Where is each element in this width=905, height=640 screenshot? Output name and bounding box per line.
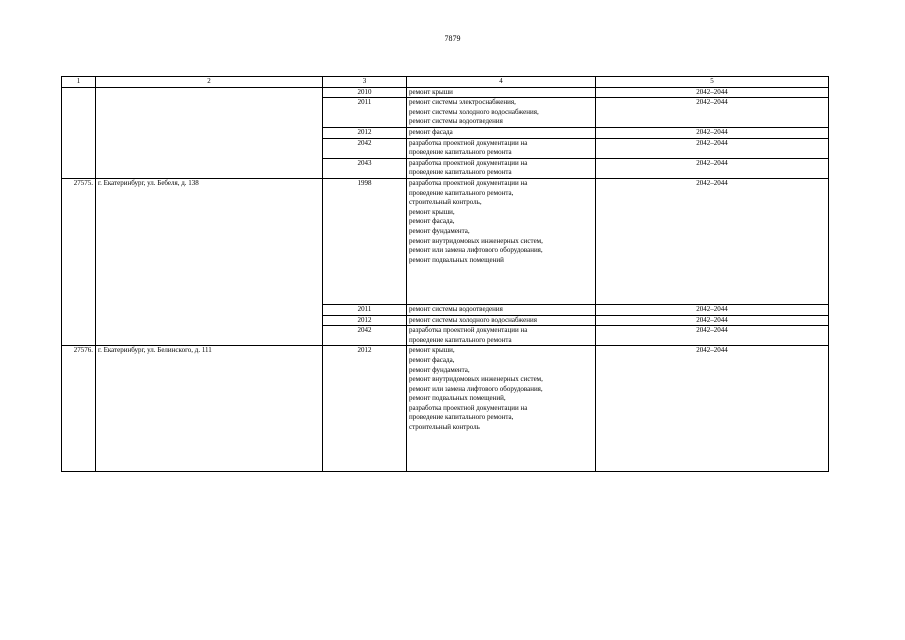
table-header-row <box>62 77 829 88</box>
work-item: разработка проектной документации на <box>409 138 528 147</box>
planned-period: 2042–2044 <box>596 138 829 158</box>
work-item: проведение капитального ремонта <box>409 335 512 344</box>
work-item: ремонт внутридомовых инженерных систем, <box>409 236 543 245</box>
work-item: ремонт фундамента, <box>409 226 470 235</box>
work-item: ремонт фундамента, <box>409 365 470 374</box>
planned-period: 2042–2044 <box>596 346 829 472</box>
work-item: ремонт подвальных помещений, <box>409 394 506 403</box>
work-item: ремонт или замена лифтового оборудования, <box>409 384 543 393</box>
commission-year: 2042 <box>323 138 407 158</box>
work-item: строительный контроль, <box>409 198 482 207</box>
table-row <box>62 178 829 304</box>
object-number: 27576. <box>62 346 96 472</box>
works-list <box>407 178 596 304</box>
work-item: ремонт или замена лифтового оборудования, <box>409 246 543 255</box>
commission-year: 2012 <box>323 127 407 138</box>
work-item: ремонт фасада, <box>409 355 455 364</box>
capital-repair-table <box>61 76 829 472</box>
table-row <box>62 87 829 98</box>
commission-year: 2010 <box>323 87 407 98</box>
work-item: проведение капитального ремонта, <box>409 413 514 422</box>
column-header: 2 <box>96 77 323 88</box>
table-row <box>62 346 829 472</box>
works-list <box>407 346 596 472</box>
commission-year: 2011 <box>323 98 407 128</box>
works-list <box>407 87 596 98</box>
commission-year: 2012 <box>323 346 407 472</box>
work-item: ремонт системы электроснабжения, <box>409 98 516 107</box>
work-item: ремонт подвальных помещений <box>409 255 504 264</box>
planned-period: 2042–2044 <box>596 87 829 98</box>
work-item: разработка проектной документации на <box>409 158 528 167</box>
works-list <box>407 98 596 128</box>
commission-year: 2011 <box>323 304 407 315</box>
planned-period: 2042–2044 <box>596 315 829 326</box>
work-item: ремонт внутридомовых инженерных систем, <box>409 375 543 384</box>
object-address: г. Екатеринбург, ул. Бебеля, д. 138 <box>96 178 323 345</box>
object-number <box>62 87 96 178</box>
work-item: ремонт крыши, <box>409 346 455 355</box>
work-item: разработка проектной документации на <box>409 326 528 335</box>
works-list <box>407 326 596 346</box>
work-item: строительный контроль <box>409 423 480 432</box>
planned-period: 2042–2044 <box>596 178 829 304</box>
work-item: разработка проектной документации на <box>409 178 528 187</box>
work-item: ремонт системы холодного водоснабжения, <box>409 107 539 116</box>
column-header: 5 <box>596 77 829 88</box>
works-list <box>407 315 596 326</box>
object-number: 27575. <box>62 178 96 345</box>
planned-period: 2042–2044 <box>596 127 829 138</box>
work-item: ремонт крыши, <box>409 207 455 216</box>
planned-period: 2042–2044 <box>596 158 829 178</box>
work-item: ремонт фасада, <box>409 217 455 226</box>
commission-year: 1998 <box>323 178 407 304</box>
planned-period: 2042–2044 <box>596 304 829 315</box>
work-item: ремонт системы водоотведения <box>409 117 503 126</box>
commission-year: 2043 <box>323 158 407 178</box>
object-address: г. Екатеринбург, ул. Белинского, д. 111 <box>96 346 323 472</box>
work-item: ремонт фасада <box>409 127 453 136</box>
commission-year: 2042 <box>323 326 407 346</box>
work-item: ремонт системы водоотведения <box>409 304 503 313</box>
work-item: ремонт системы холодного водоснабжения <box>409 315 537 324</box>
work-item: проведение капитального ремонта, <box>409 188 514 197</box>
work-item: ремонт крыши <box>409 87 453 96</box>
column-header: 3 <box>323 77 407 88</box>
works-list <box>407 304 596 315</box>
work-item: проведение капитального ремонта <box>409 148 512 157</box>
work-item: проведение капитального ремонта <box>409 168 512 177</box>
works-list <box>407 158 596 178</box>
works-list <box>407 127 596 138</box>
planned-period: 2042–2044 <box>596 326 829 346</box>
planned-period: 2042–2044 <box>596 98 829 128</box>
commission-year: 2012 <box>323 315 407 326</box>
works-list <box>407 138 596 158</box>
column-header: 1 <box>62 77 96 88</box>
object-address <box>96 87 323 178</box>
page-number: 7879 <box>444 34 461 43</box>
work-item: разработка проектной документации на <box>409 403 528 412</box>
column-header: 4 <box>407 77 596 88</box>
